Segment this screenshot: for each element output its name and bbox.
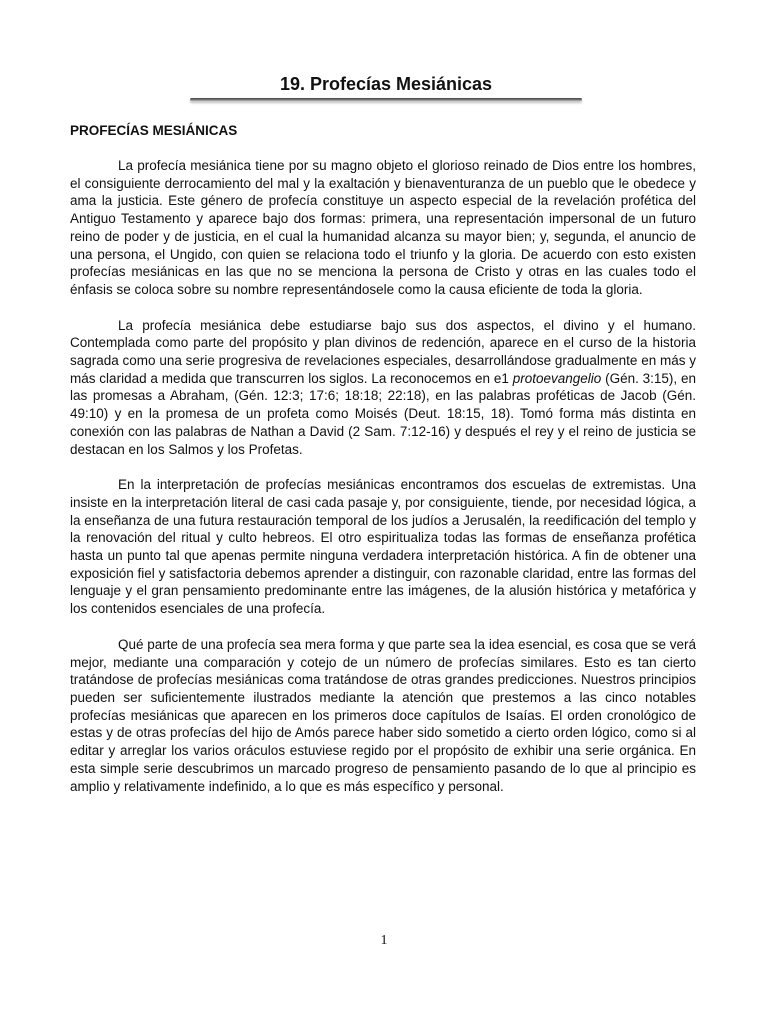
section-heading: PROFECÍAS MESIÁNICAS (70, 123, 238, 138)
body-text (70, 157, 696, 813)
paragraph-3: En la interpretación de profecías mesiánicas encontramos dos escuelas de extremistas. Una insiste en la interpretación literal de casi cada pasaje y, por consiguiente, tiende, por necesidad lógica, a la enseñanza de una futura restauración temporal de los judíos a Jerusalén, la reedificación del templo y la renovación del ritual y culto hebreos. El otro espiritualiza todas las formas de enseñanza profética hasta un punto tal que apenas permite ninguna verdadera interpretación histórica. A fin de obtener una exposición fiel y satisfactoria debemos aprender a distinguir, con razonable claridad, entre las formas del lenguaje y el gran pensamiento predominante entre las imágenes, de la alusión histórica y metafórica y los contenidos esenciales de una profecía. (70, 477, 696, 617)
page-number: 1 (380, 933, 388, 948)
paragraph-2 (70, 317, 696, 459)
page-title: 19. Profecías Mesiánicas (279, 74, 493, 94)
paragraph-2-text-before: La profecía mesiánica debe estudiarse bajo sus dos aspectos, el divino y el humano. Contemplada como parte del propósito y plan divinos de redención, aparece en el curso de la historia sagrada como una serie progresiva de revelaciones especiales, desarrollándose gradualmente en más y más claridad a medida que transcurren los siglos. La reconocemos en e1 (70, 317, 696, 386)
paragraph-2-text-after: (Gén. 3:15), en las promesas a Abraham, (Gén. 12:3; 17:6; 18:18; 22:18), en las palabras proféticas de Jacob (Gén. 49:10) y en la promesa de un profeta como Moisés (Deut. 18:15, 18). Tomó forma más distinta en conexión con las palabras de Nathan a David (2 Sam. 7:12-16) y después el rey y el reino de justicia se destacan en los Salmos y los Profetas. (70, 370, 696, 457)
paragraph-1: La profecía mesiánica tiene por su magno objeto el glorioso reinado de Dios entre los hombres, el consiguiente derrocamiento del mal y la exaltación y bienaventuranza de un pueblo que le obedece y ama la justicia. Este género de profecía constituye un aspecto especial de la revelación profética del Antiguo Testamento y aparece bajo dos formas: primera, una representación impersonal de un futuro reino de poder y de justicia, en el cual la humanidad alcanza su mayor bien; y, segunda, el anuncio de una persona, el Ungido, con quien se relaciona todo el triunfo y la gloria. De acuerdo con esto existen profecías mesiánicas en las que no se menciona la persona de Cristo y otras en las cuales todo el énfasis se coloca sobre su nombre representándosele como la causa eficiente de toda la gloria. (70, 158, 696, 297)
paragraph-4: Qué parte de una profecía sea mera forma y que parte sea la idea esencial, es cosa que se verá mejor, mediante una comparación y cotejo de un número de profecías similares. Esto es tan cierto tratándose de profecías mesiánicas coma tratándose de otras grandes predicciones. Nuestros principios pueden ser suficientemente ilustrados mediante la atención que prestemos a las cinco notables profecías mesiánicas que aparecen en los primeros doce capítulos de Isaías. El orden cronológico de estas y de otras profecías del hijo de Amós parece haber sido sometido a cierto orden lógico, como si al editar y arreglar los varios oráculos estuviese regido por el propósito de exhibir una serie orgánica. En esta simple serie descubrimos un marcado progreso de pensamiento pasando de lo que al principio es amplio y relativamente indefinido, a lo que es más específico y personal. (70, 636, 696, 794)
title-underline (190, 98, 582, 101)
paragraph-2-emphasis: protoevangelio (512, 370, 602, 386)
